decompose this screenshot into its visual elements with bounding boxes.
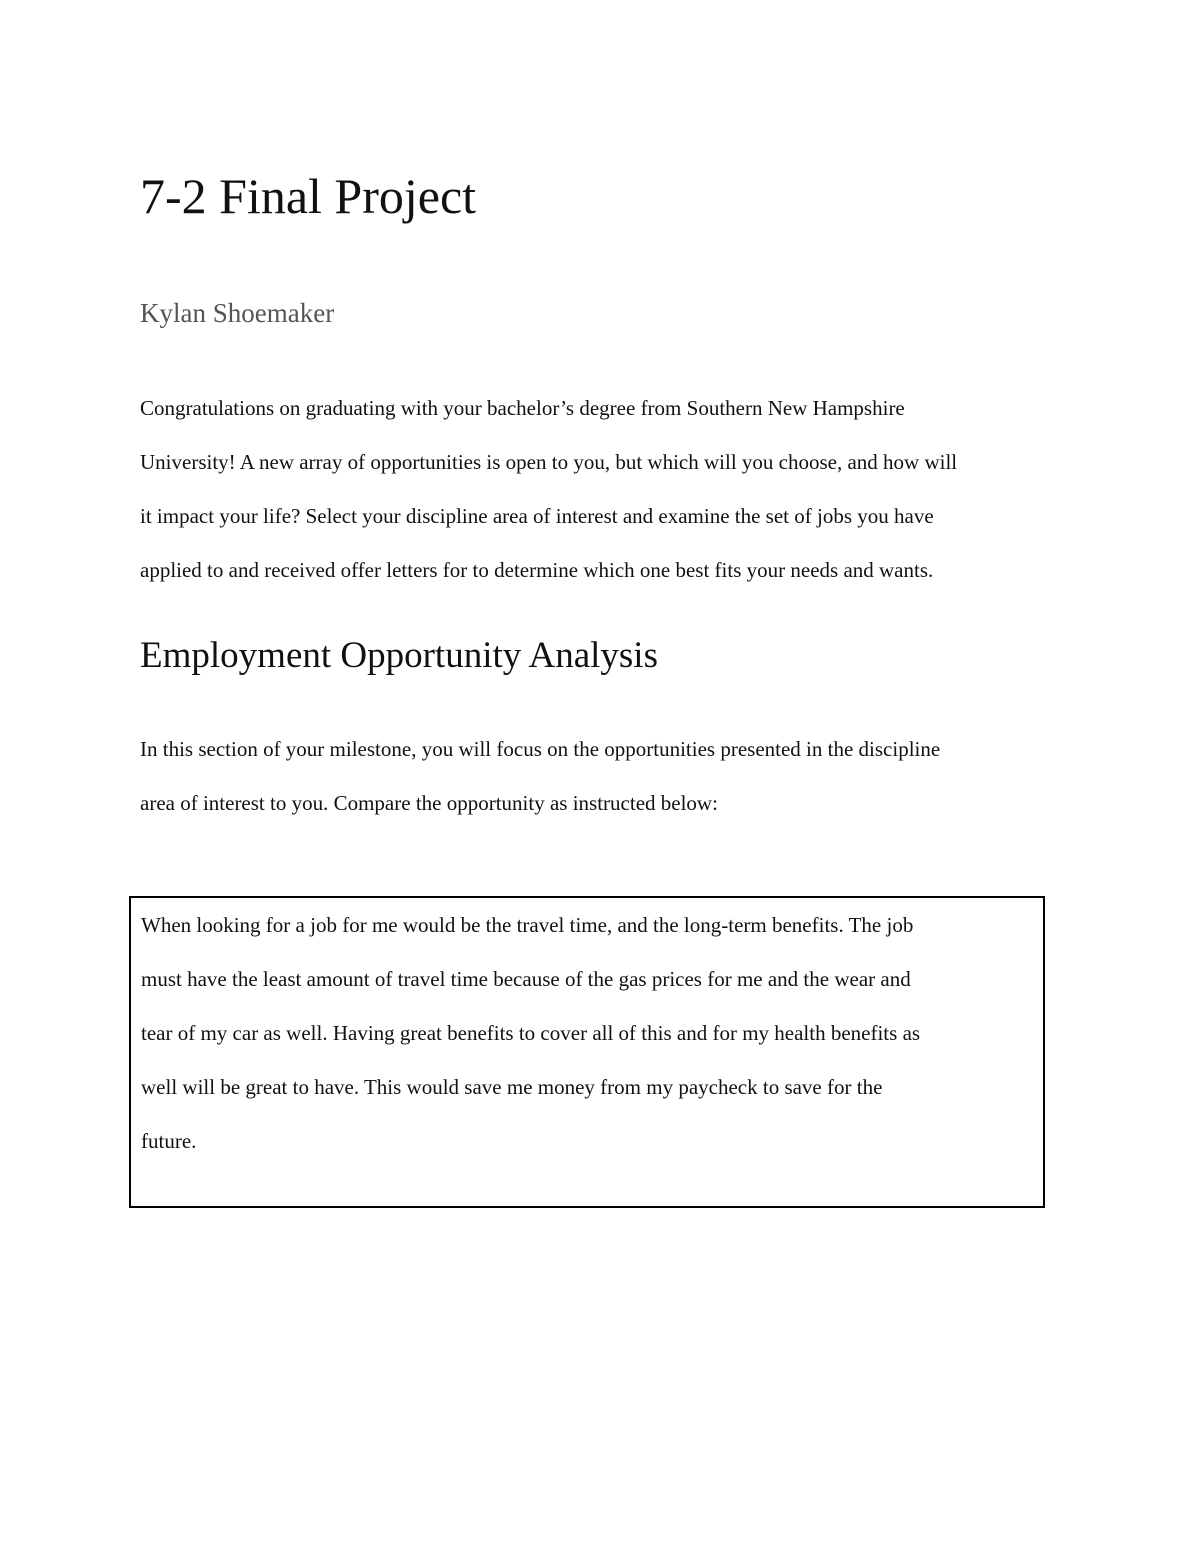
response-line: future. (141, 1129, 197, 1153)
section-heading: Employment Opportunity Analysis (140, 635, 658, 676)
response-line: well will be great to have. This would save me money from my paycheck to save for the (141, 1075, 883, 1099)
section-line: area of interest to you. Compare the opportunity as instructed below: (140, 791, 718, 815)
document-title: 7-2 Final Project (140, 168, 477, 224)
response-paragraph (141, 898, 1031, 1168)
response-line: tear of my car as well. Having great benefits to cover all of this and for my health benefits as (141, 1021, 921, 1045)
intro-line: applied to and received offer letters for to determine which one best fits your needs and wants. (140, 558, 934, 582)
author-name: Kylan Shoemaker (140, 298, 335, 328)
intro-line: University! A new array of opportunities is open to you, but which will you choose, and how will (140, 450, 958, 474)
intro-line: it impact your life? Select your discipline area of interest and examine the set of jobs you have (140, 504, 934, 528)
response-line: When looking for a job for me would be the travel time, and the long-term benefits. The job (141, 913, 914, 937)
response-box (129, 896, 1045, 1208)
section-line: In this section of your milestone, you will focus on the opportunities presented in the discipline (140, 737, 941, 761)
intro-paragraph (140, 381, 1070, 597)
response-line: must have the least amount of travel time because of the gas prices for me and the wear and (141, 967, 911, 991)
intro-line: Congratulations on graduating with your bachelor’s degree from Southern New Hampshire (140, 396, 905, 420)
section-paragraph (140, 722, 1070, 830)
